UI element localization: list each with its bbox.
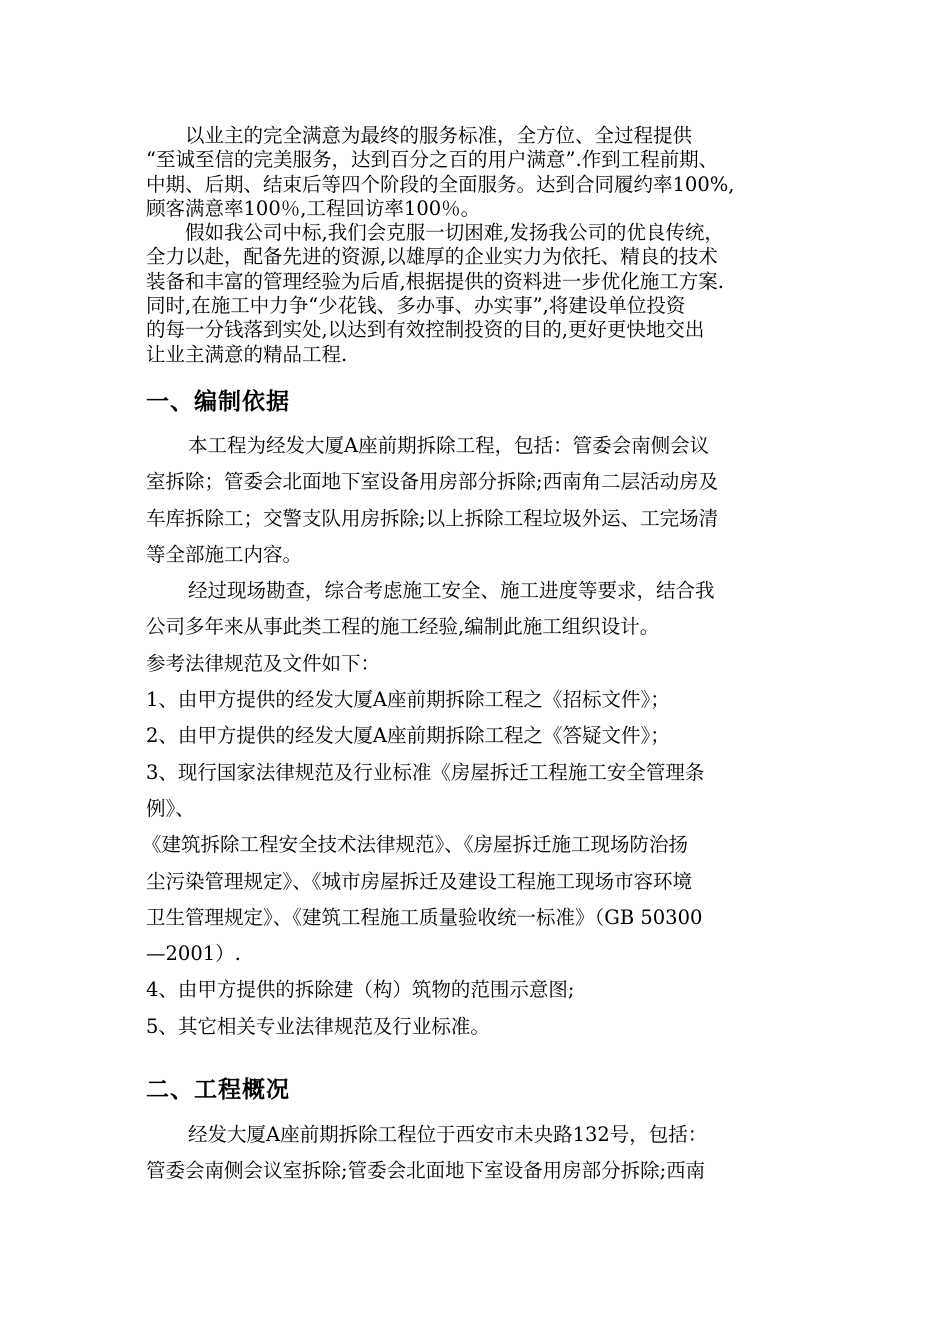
body-line: 卫生管理规定》、《建筑工程施工质量验收统一标准》（GB 50300 [146,905,703,929]
body-line: —2001）. [146,942,241,966]
body-line: 经过现场勘查，综合考虑施工安全、施工进度等要求，结合我 [188,579,715,603]
body-line: 车库拆除工；交警支队用房拆除;以上拆除工程垃圾外运、工完场清 [146,506,719,530]
intro-line: 同时,在施工中力争“少花钱、多办事、办实事”,将建设单位投资 [146,294,686,318]
body-line: 3、现行国家法律规范及行业标准《房屋拆迁工程施工安全管理条 [146,760,705,784]
body-line: 《建筑拆除工程安全技术法律规范》、《房屋拆迁施工现场防治扬 [142,833,689,857]
body-line: 经发大厦A座前期拆除工程位于西安市未央路132号，包括： [188,1123,708,1146]
intro-line: 以业主的完全满意为最终的服务标准，全方位、全过程提供 [185,124,693,147]
intro-line: 顾客满意率100％,工程回访率100％。 [146,196,481,220]
intro-paragraphs [146,124,806,367]
body-line: 本工程为经发大厦A座前期拆除工程，包括：管委会南侧会议 [188,434,710,457]
intro-line: 中期、后期、结束后等四个阶段的全面服务。达到合同履约率100%, [146,172,735,196]
body-line: 室拆除；管委会北面地下室设备用房部分拆除;西南角二层活动房及 [146,470,719,494]
section-heading-basis: 一、编制依据 [146,389,290,415]
section-heading-overview: 二、工程概况 [146,1077,290,1103]
body-line: 尘污染管理规定》、《城市房屋拆迁及建设工程施工现场市容环境 [146,869,693,893]
body-line: 2、由甲方提供的经发大厦A座前期拆除工程之《答疑文件》； [146,724,670,748]
body-line: 管委会南侧会议室拆除;管委会北面地下室设备用房部分拆除;西南 [146,1159,706,1183]
intro-line: “至诚至信的完美服务，达到百分之百的用户满意”.作到工程前期、 [146,148,719,172]
body-line: 公司多年来从事此类工程的施工经验,编制此施工组织设计。 [146,615,660,639]
section-overview-body [146,1117,806,1190]
body-line: 4、由甲方提供的拆除建（构）筑物的范围示意图; [146,978,575,1002]
intro-line: 假如我公司中标,我们会克服一切困难,发扬我公司的优良传统， [185,221,724,245]
intro-line: 让业主满意的精品工程. [146,342,348,366]
intro-line: 装备和丰富的管理经验为后盾,根据提供的资料进一步优化施工方案. [146,269,724,293]
body-line: 参考法律规范及文件如下： [146,651,381,675]
section-basis-body [142,428,806,1045]
intro-line: 全力以赴，配备先进的资源,以雄厚的企业实力为依托、精良的技术 [146,245,718,269]
body-line: 1、由甲方提供的经发大厦A座前期拆除工程之《招标文件》； [146,688,670,712]
body-line: 等全部施工内容。 [146,542,303,566]
body-line: 5、其它相关专业法律规范及行业标准。 [146,1014,490,1038]
body-line: 例》、 [146,796,195,820]
intro-line: 的每一分钱落到实处,以达到有效控制投资的目的,更好更快地交出 [146,318,705,342]
